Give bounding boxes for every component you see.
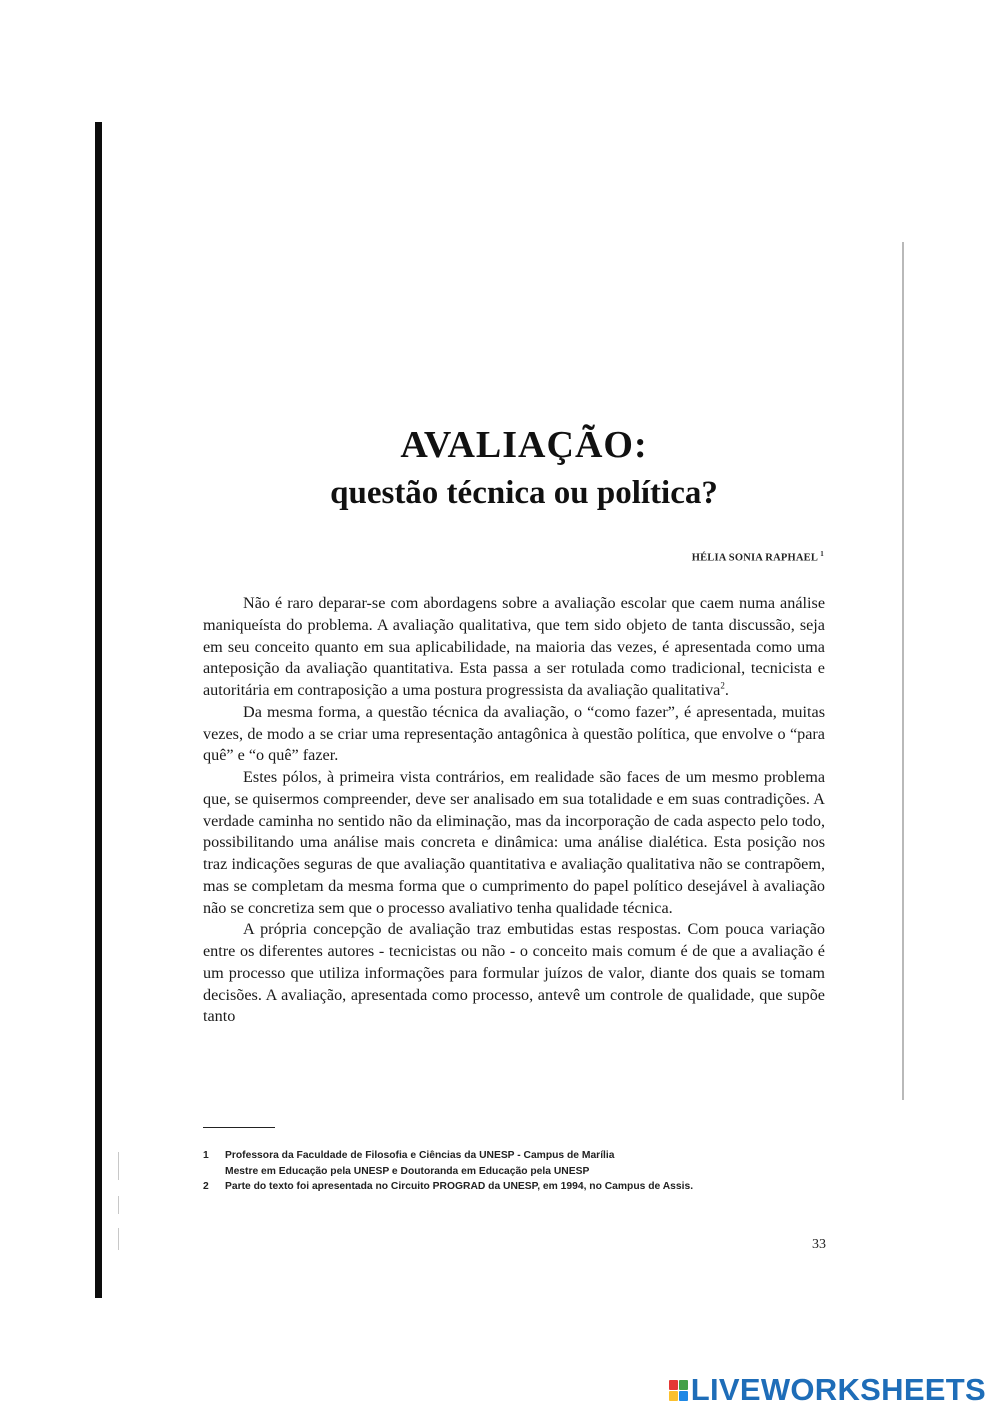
footnote <box>203 1148 843 1179</box>
article-body <box>203 593 825 1028</box>
paragraph-end: . <box>724 681 729 699</box>
author-byline <box>692 550 824 564</box>
footnote-text <box>225 1148 615 1179</box>
title-subtitle: questão técnica ou política? <box>330 475 718 511</box>
footnote-number: 1 <box>203 1150 209 1161</box>
page-number: 33 <box>812 1237 826 1252</box>
paragraph <box>203 593 825 702</box>
paragraph: Da mesma forma, a questão técnica da avaliação, o “como fazer”, é apresentada, muitas vezes, de modo a se criar uma representação antagônica à questão política, que envolve o “para quê” e “o quê” fazer. <box>203 702 825 765</box>
logo-square <box>679 1380 688 1390</box>
author-name: HÉLIA SONIA RAPHAEL <box>691 552 818 564</box>
paragraph: A própria concepção de avaliação traz embutidas estas respostas. Com pouca variação entre os diferentes autores - tecnicistas ou não - o conceito mais comum é de que a avaliação é um processo que utiliza informações para formular juízos de valor, diante dos quais se tomam decisões. A avaliação, apresentada como processo, antevê um controle de qualidade, que supõe tanto <box>203 920 825 1026</box>
scan-artifact <box>118 1152 119 1180</box>
scan-edge-line <box>902 242 904 1100</box>
footnote-line: Mestre em Educação pela UNESP e Doutoranda em Educação pela UNESP <box>225 1165 590 1177</box>
scan-artifact <box>118 1228 119 1250</box>
liveworksheets-logo-icon <box>669 1380 688 1401</box>
title-main: AVALIAÇÃO: <box>400 424 648 466</box>
author-footnote-ref: 1 <box>820 550 824 558</box>
paragraph-text: Não é raro deparar-se com abordagens sobre a avaliação escolar que caem numa análise maniqueísta do problema. A avaliação qualitativa, que tem sido objeto de tanta discussão, seja em seu conceito quanto em sua aplicabilidade, na maioria das vezes, é apresentada como uma anteposição da avaliação quantitativa. Esta passa a ser rotulada como tradicional, tecnicista e autoritária em contraposição a uma postura progressista da avaliação qualitativa <box>203 594 825 699</box>
logo-square <box>669 1391 678 1401</box>
logo-square <box>679 1391 688 1401</box>
footnote-line: Professora da Faculdade de Filosofia e Ciências da UNESP - Campus de Marília <box>225 1150 615 1161</box>
footnote-separator <box>203 1127 275 1128</box>
scan-artifact <box>118 1196 119 1214</box>
scan-margin-bar <box>95 122 102 1298</box>
footnote-text <box>225 1179 693 1195</box>
footnote-line: Parte do texto foi apresentada no Circuito PROGRAD da UNESP, em 1994, no Campus de Assis. <box>225 1181 694 1192</box>
footnote <box>203 1179 843 1195</box>
paragraph: Estes pólos, à primeira vista contrários, em realidade são faces de um mesmo problema que, se quisermos compreender, deve ser analisado em sua totalidade e em suas contradições. A verdade caminha no sentido não da eliminação, mas da incorporação de cada aspecto pelo todo, possibilitando uma análise mais concreta e dinâmica: uma análise dialética. Esta posição nos traz indicações seguras de que avaliação quantitativa e avaliação qualitativa não se contrapõem, mas se completam da mesma forma que o cumprimento do papel político desejável à avaliação não se concretiza sem que o processo avaliativo tenha qualidade técnica. <box>203 768 825 917</box>
article-title <box>200 420 848 516</box>
logo-square <box>669 1380 678 1390</box>
footnotes <box>203 1148 843 1195</box>
brand-name: LIVEWORKSHEETS <box>690 1372 986 1407</box>
footnote-number: 2 <box>203 1181 209 1192</box>
footnote-ref: 2 <box>720 680 725 691</box>
liveworksheets-brand[interactable] <box>669 1372 986 1408</box>
